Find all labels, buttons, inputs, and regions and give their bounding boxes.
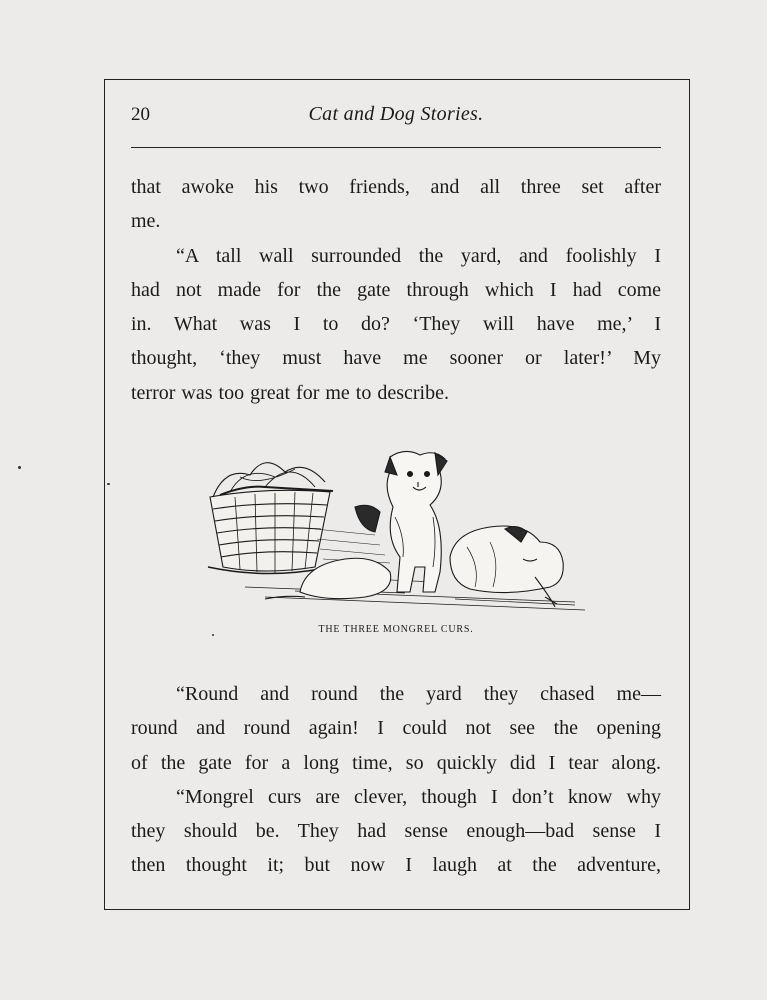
text-line: “A tall wall surrounded the yard, and foolishly I: [176, 244, 661, 267]
text-line: of the gate for a long time, so quickly did I tear along.: [131, 751, 661, 774]
page-number: 20: [131, 104, 150, 125]
paper-speck: [212, 634, 214, 636]
running-header: [131, 104, 661, 130]
text-line: “Mongrel curs are clever, though I don’t know why: [176, 785, 661, 808]
text-line: then thought it; but now I laugh at the adventure,: [131, 854, 661, 877]
running-title: Cat and Dog Stories.: [308, 103, 484, 125]
lying-dog-right: [450, 526, 563, 607]
paper-speck: [18, 466, 21, 469]
text-line: me.: [131, 210, 161, 233]
header-rule: [131, 147, 661, 148]
text-line: had not made for the gate through which I had come: [131, 278, 661, 301]
body-text-bottom: [131, 677, 661, 883]
paper-speck: [107, 483, 110, 485]
text-line: “Round and round the yard they chased me—: [176, 683, 661, 705]
text-line: that awoke his two friends, and all three set after: [131, 176, 661, 198]
text-line: terror was too great for me to describe.: [131, 381, 449, 404]
sitting-dog: [385, 451, 447, 592]
text-line: in. What was I to do? ‘They will have me,’ I: [131, 313, 661, 336]
basket-drawing: [208, 463, 333, 574]
text-line: thought, ‘they must have me sooner or later!’ My: [131, 347, 661, 370]
dogs-illustration: [205, 447, 590, 617]
text-line: they should be. They had sense enough—bad sense I: [131, 820, 661, 843]
text-line: round and round again! I could not see the opening: [131, 717, 661, 740]
body-text-top: [131, 170, 661, 410]
illustration-caption: THE THREE MONGREL CURS.: [318, 624, 474, 635]
